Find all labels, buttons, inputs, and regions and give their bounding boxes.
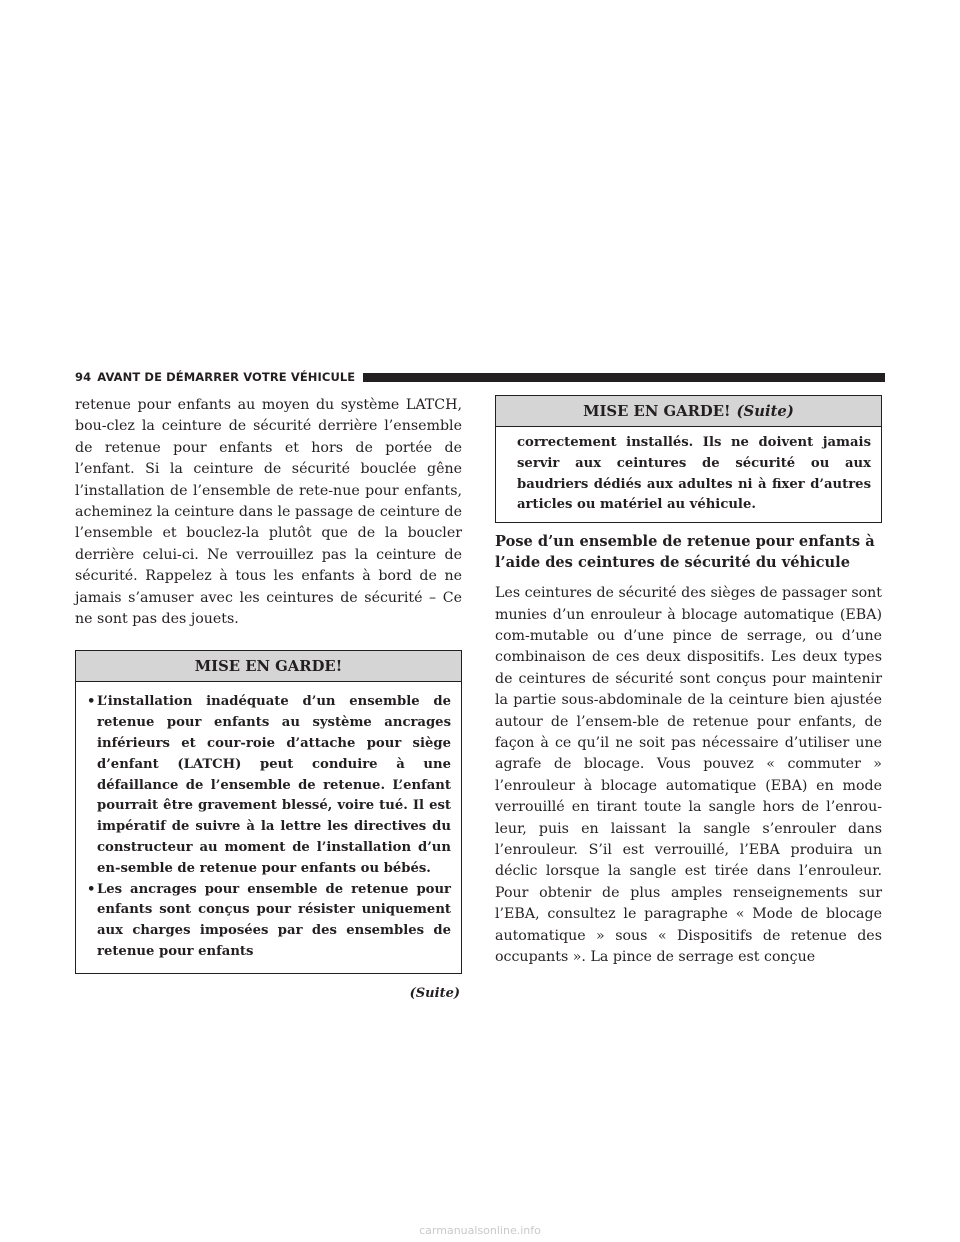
warning-item-text: Les ancrages pour ensemble de retenue pour enfants sont conçus pour résister uniquement aux charges imposées par des ensembles de retenue pour enfants	[97, 881, 451, 960]
warning-title	[76, 651, 461, 682]
body-paragraph: Les ceintures de sécurité des sièges de passager sont munies d’un enrouleur à blocage automatique (EBA) com-mutable ou d’une pince de serrage, ou d’une combinaison de ces deux dispositifs. Les deux types de ceintures de sécurité sont conçus pour maintenir la partie sous-abdominale de la ceinture bien ajustée autour de l’ensem-ble de retenue pour enfants, de façon à ce qu’il ne soit pas nécessaire d’utiliser une agrafe de blocage. Vous pouvez « commuter » l’enrouleur à blocage automatique (EBA) en mode verrouillé en tirant toute la sangle hors de l’enrou-leur, puis en laissant la sangle s’enrouler dans l’enrouleur. S’il est verrouillé, l’EBA produira un déclic lorsque la sangle est tirée dans l’enrouleur. Pour obtenir de plus amples renseignements sur l’EBA, consultez le paragraphe « Mode de blocage automatique » sous « Dispositifs de retenue des occupants ». La pince de serrage est conçue	[495, 585, 882, 966]
left-column	[75, 395, 462, 1001]
warning-item	[87, 880, 451, 963]
section-title: AVANT DE DÉMARRER VOTRE VÉHICULE	[97, 370, 356, 384]
header-rule	[363, 373, 885, 382]
warning-item-text: L’installation inadéquate d’un ensemble de retenue pour enfants au système ancrages inférieurs et cour-roie d’attache pour siège d’enfant (LATCH) peut conduire à une défaillance de l’ensemble de retenue. L’enfant pourrait être gravement blessé, voire tué. Il est impératif de suivre à la lettre les directives du constructeur au moment de l’installation d’un en-semble de retenue pour enfants ou bébés.	[97, 694, 451, 876]
warning-box-continued	[495, 395, 882, 523]
bullet-icon: •	[87, 881, 96, 897]
warning-body	[496, 427, 881, 522]
intro-paragraph: retenue pour enfants au moyen du système LATCH, bou-clez la ceinture de sécurité derrière l’ensemble de retenue pour enfants et hors de portée de l’enfant. Si la ceinture de sécurité bouclée gêne l’installation de l’ensemble de rete-nue pour enfants, acheminez la ceinture dans le passage de ceinture de l’ensemble et bouclez-la plutôt que de la boucler derrière celui-ci. Ne verrouillez pas la ceinture de sécurité. Rappelez à tous les enfants à bord de ne jamais s’amuser avec les ceintures de sécurité – Ce ne sont pas des jouets.	[75, 397, 462, 628]
warning-suite: (Suite)	[736, 403, 794, 420]
warning-title-text: MISE EN GARDE!	[194, 658, 343, 676]
right-column	[495, 395, 882, 969]
page-number: 94	[75, 370, 92, 384]
watermark: carmanualsonline.info	[419, 1224, 541, 1237]
warning-title-text: MISE EN GARDE!	[583, 403, 731, 420]
page-header	[75, 369, 885, 385]
warning-title	[496, 396, 881, 427]
warning-box	[75, 650, 462, 973]
section-subheading: Pose d’un ensemble de retenue pour enfants à l’aide des ceintures de sécurité du véhicule	[495, 533, 875, 572]
bullet-icon: •	[87, 694, 96, 710]
warning-item	[87, 692, 451, 879]
warning-continuation-text: correctement installés. Ils ne doivent jamais servir aux ceintures de sécurité ou aux baudriers dédiés aux adultes ni à fixer d’autres articles ou matériel au véhicule.	[517, 435, 871, 513]
warning-body	[76, 682, 461, 972]
continued-note: (Suite)	[409, 985, 460, 1001]
